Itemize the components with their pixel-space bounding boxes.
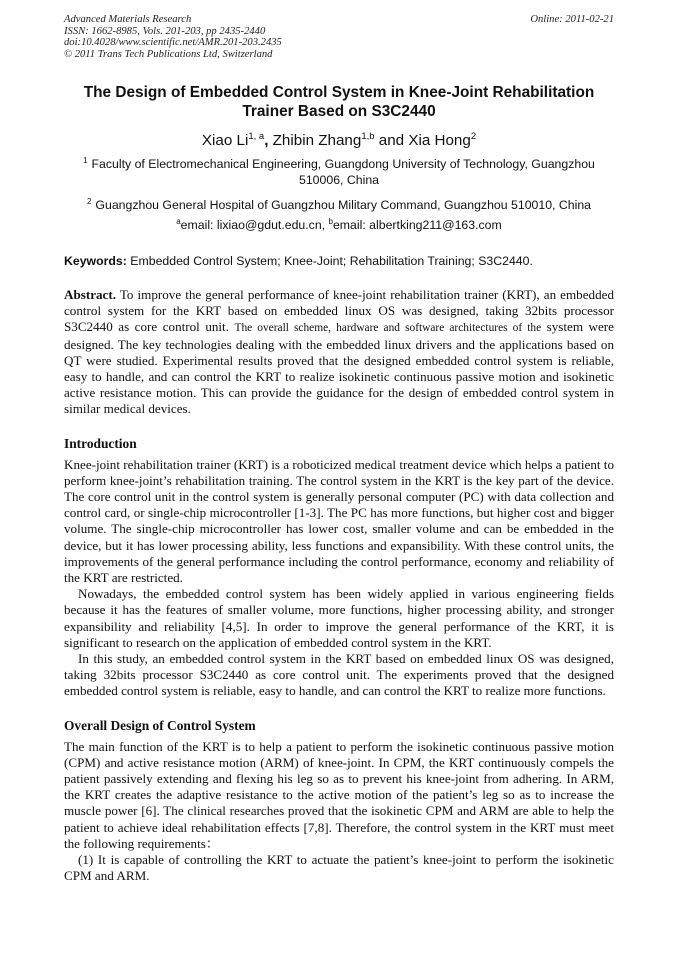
email-text: email: albertking211@163.com [332,217,502,232]
author-affiliation-marker: 1,b [361,131,375,142]
affiliation-number: 2 [86,197,92,206]
author-name: Xiao Li [201,132,249,149]
author-emails [64,218,614,234]
author-affiliation-marker: 1, a [248,131,265,142]
author-affiliation-marker: 2 [470,131,477,142]
abstract-label: Abstract. [64,287,116,302]
author-name: Xia Hong [408,132,471,149]
copyright-line: © 2011 Trans Tech Publications Ltd, Switzerland [64,48,273,60]
online-date [530,14,614,26]
affiliation-number: 1 [83,156,88,165]
abstract-text: system were designed. The key technologies dealing with the embedded linux drivers and the applications based on QT were studied. Experimental results proved that the designed embedded control system is reliable, easy to handle, and can control the KRT to realize isokinetic continuous passive motion and isokinetic active resistance motion. This can provide the guidance for the design of embedded control system in similar medical devices. [64,319,614,417]
paper-title: The Design of Embedded Control System in Knee-Joint Rehabilitation Trainer Based on S3C2440 [83,84,595,120]
keywords-text: Embedded Control System; Knee-Joint; Rehabilitation Training; S3C2440. [130,254,533,268]
paragraph: Nowadays, the embedded control system has been widely applied in various engineering fields because it has the features of smaller volume, more functions, higher processing ability, and stronger expansibility and reliability [4,5]. In order to improve the general performance of the KRT, it is significant to research on the application of embedded control system in the KRT. [64,586,614,650]
email-marker: b [328,216,333,226]
email-text: email: lixiao@gdut.edu.cn, [180,217,326,232]
online-date-text: Online: 2011-02-21 [530,14,614,25]
journal-info [64,14,282,60]
paragraph: In this study, an embedded control system in the KRT based on embedded linux OS was designed, taking 32bits processor S3C2440 as core control unit. The experiments proved that the designed embedded control system is reliable, easy to handle, and can control the KRT to realize more functions. [64,651,614,699]
issn-line: ISSN: 1662-8985, Vols. 201-203, pp 2435-2440 [64,25,266,37]
abstract-text: The overall scheme, hardware and software architectures of the [234,322,542,335]
abstract-text: To improve the general performance of knee-joint rehabilitation trainer (KRT), an embedded control system for the KRT based on embedded linux OS was designed, taking 32bits processor S3C2440 as core control unit. [64,287,614,335]
author-name: Zhibin Zhang [272,132,362,149]
abstract [64,287,614,418]
affiliation-1 [64,157,614,188]
paragraph: (1) It is capable of controlling the KRT to actuate the patient’s knee-joint to perform the isokinetic CPM and ARM. [64,852,614,884]
affiliation-2 [64,198,614,214]
author-separator: , [264,132,269,149]
journal-name: Advanced Materials Research [64,14,192,25]
paper-page [64,14,614,885]
keywords [64,254,614,269]
affiliation-text: Faculty of Electromechanical Engineering, Guangdong University of Technology, Guangzhou 510006, China [91,157,595,187]
keywords-label: Keywords: [64,254,127,268]
paragraph: The main function of the KRT is to help a patient to perform the isokinetic continuous passive motion (CPM) and active resistance motion (ARM) of knee-joint. In CPM, the KRT continuously compels the patient passively extending and flexing his leg so as to prevent his knee-joint from adhering. In ARM, the KRT creates the adaptive resistance to the active motion of the patient’s leg so as to increase the muscle power [6]. The clinical researches proved that the isokinetic CPM and ARM are able to help the patient to achieve ideal rehabilitation effects [7,8]. Therefore, the control system in the KRT must meet the following requirements： [64,738,614,851]
section-heading-overall-design: Overall Design of Control System [64,717,256,733]
journal-header [64,14,614,64]
section-heading-introduction: Introduction [64,435,137,451]
paragraph: Knee-joint rehabilitation trainer (KRT) is a roboticized medical treatment device which helps a patient to perform knee-joint’s rehabilitation training. The control system in the KRT is the key part of the device. The core control unit in the control system is generally personal computer (PC) with data collection and control card, or single-chip microcontroller [1-3]. The PC has more functions, but higher cost and bigger volume. The single-chip microcontroller has lower cost, smaller volume and can be embedded in the device, but it has lower processing ability, less functions and expansibility. With these control units, the improvements of the general performance including the control performance, economy and reliability of the KRT are restricted. [64,456,614,586]
doi-line: doi:10.4028/www.scientific.net/AMR.201-203.2435 [64,37,282,49]
author-conjunction: and [378,132,405,149]
affiliation-text: Guangzhou General Hospital of Guangzhou Military Command, Guangzhou 510010, China [95,198,592,212]
author-list [64,132,614,150]
email-marker: a [176,216,181,226]
